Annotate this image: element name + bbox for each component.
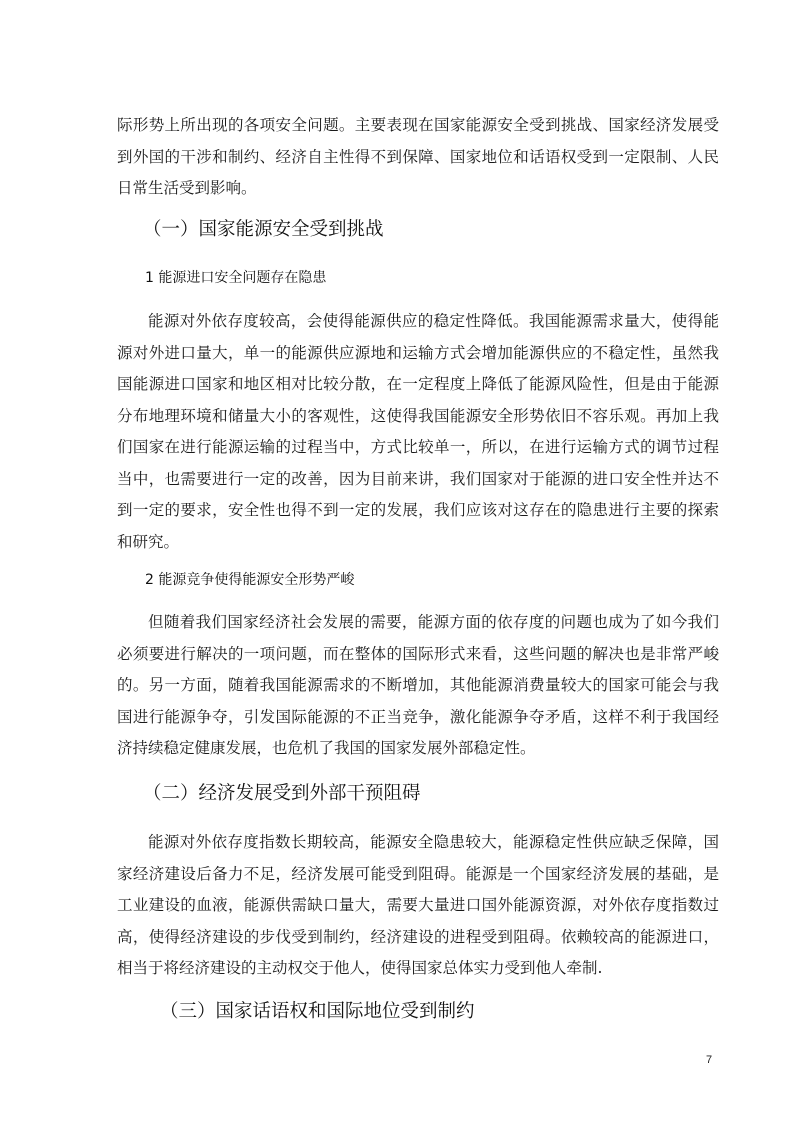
subsection-heading-1-1: 1 能源进口安全问题存在隐患 bbox=[145, 270, 327, 286]
section-heading-1: （一）国家能源安全受到挑战 bbox=[143, 219, 384, 240]
paragraph-energy-import: 能源对外依存度较高，会使得能源供应的稳定性降低。我国能源需求量大，使得能源对外进口量大，单一的能源供应源地和运输方式会增加能源供应的不稳定性，虽然我国能源进口国家和地区相对比较分散，在一定程度上降低了能源风险性，但是由于能源分布地理环境和储量大小的客观性，这使得我国能源安全形势依旧不容乐观。再加上我们国家在进行能源运输的过程当中，方式比较单一，所以，在进行运输方式的调节过程当中，也需要进行一定的改善，因为目前来讲，我们国家对于能源的进口安全性并达不到一定的要求，安全性也得不到一定的发展，我们应该对这存在的隐患进行主要的探索和研究。 bbox=[117, 312, 719, 551]
section-heading-3: （三）国家话语权和国际地位受到制约 bbox=[160, 1001, 475, 1022]
intro-paragraph: 际形势上所出现的各项安全问题。主要表现在国家能源安全受到挑战、国家经济发展受到外国的干涉和制约、经济自主性得不到保障、国家地位和话语权受到一定限制、人民日常生活受到影响。 bbox=[117, 116, 719, 197]
page-number: 7 bbox=[706, 1054, 713, 1066]
paragraph-energy-competition: 但随着我们国家经济社会发展的需要，能源方面的依存度的问题也成为了如今我们必须要进行解决的一项问题，而在整体的国际形式来看，这些问题的解决也是非常严峻的。另一方面，随着我国能源需求的不断增加，其他能源消费量较大的国家可能会与我国进行能源争夺，引发国际能源的不正当竞争，激化能源争夺矛盾，这样不利于我国经济持续稳定健康发展，也危机了我国的国家发展外部稳定性。 bbox=[117, 613, 719, 757]
paragraph-economic-development: 能源对外依存度指数长期较高，能源安全隐患较大，能源稳定性供应缺乏保障，国家经济建设后备力不足，经济发展可能受到阻碍。能源是一个国家经济发展的基础，是工业建设的血液，能源供需缺口量大，需要大量进口国外能源资源，对外依存度指数过高，使得经济建设的步伐受到制约，经济建设的进程受到阻碍。依赖较高的能源进口，相当于将经济建设的主动权交于他人，使得国家总体实力受到他人牵制. bbox=[117, 833, 719, 977]
subsection-heading-1-2: 2 能源竞争使得能源安全形势严峻 bbox=[145, 572, 355, 588]
section-heading-2: （二）经济发展受到外部干预阻碍 bbox=[143, 783, 421, 804]
